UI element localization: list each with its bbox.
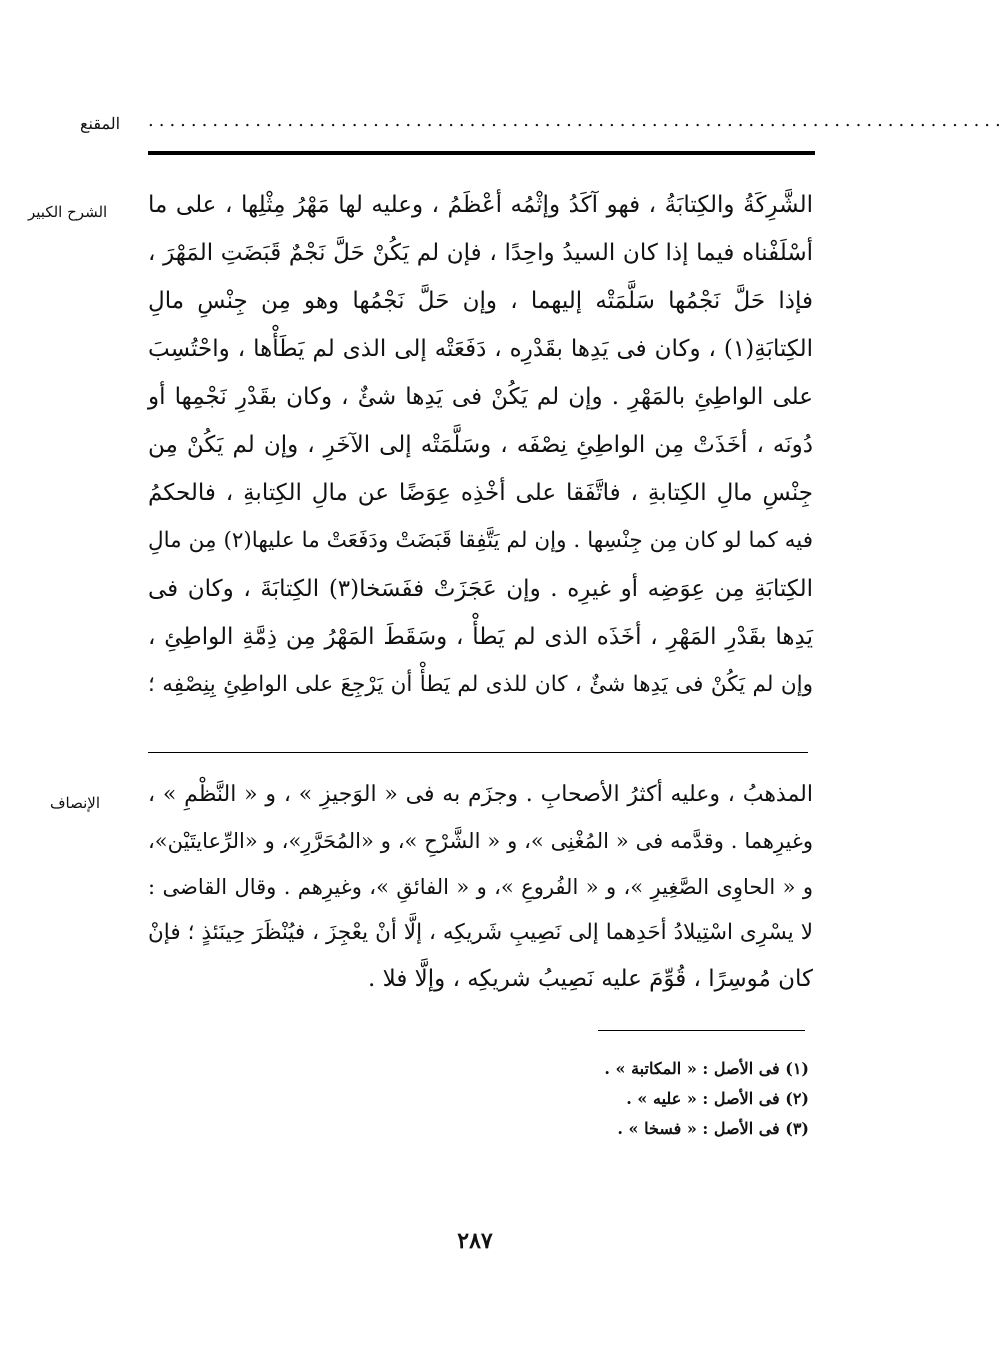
- footnote-1: (١) فى الأصل : « المكاتبة » .: [604, 1059, 809, 1078]
- page-number: ٢٨٧: [457, 1228, 493, 1254]
- footnote-rule: [598, 1030, 805, 1031]
- insaf-line: المذهبُ ، وعليه أكثرُ الأصحابِ . وجزَم به فى « الوَجيزِ » ، و « النَّظْمِ » ،: [148, 782, 813, 807]
- footnote-3: (٣) فى الأصل : « فسخا » .: [617, 1119, 809, 1138]
- side-label-sharh: الشرح الكبير: [28, 203, 108, 221]
- insaf-line: لا يسْرِى اسْتِيلادُ أحَدِهما إلى نَصِيبِ شَريكِه ، إلَّا أنْ يعْجِزَ ، فيُنْظَرَ حِينَئذٍ ؛ فإنْ: [148, 920, 813, 945]
- side-label-insaf: الإنصاف: [50, 794, 101, 812]
- sharh-line: فيه كما لو كان مِن جِنْسِها . وإن لم يَتَّفِقا قَبَضَتْ ودَفَعَتْ ما عليها(٢) مِن مالِ: [148, 528, 813, 553]
- sharh-line: يَدِها بقَدْرِ المَهْرِ ، أخَذَه الذى لم يَطأْ ، وسَقَطَ المَهْرُ مِن ذِمَّةِ الواطِئِ ،: [148, 624, 813, 650]
- sharh-line: على الواطِئِ بالمَهْرِ . وإن لم يَكُنْ فى يَدِها شئٌ ، وكان بقَدْرِ نَجْمِها أو: [148, 384, 813, 410]
- sharh-line: فإذا حَلَّ نَجْمُها سَلَّمَتْه إليهما ، وإن حَلَّ نَجْمُها وهو مِن جِنْسِ مالِ: [148, 288, 813, 314]
- sharh-line: الكِتابَةِ مِن عِوَضِه أو غيرِه . وإن عَجَزَتْ ففَسَخا(٣) الكِتابَةَ ، وكان فى: [148, 576, 814, 602]
- running-title: المقنع: [80, 114, 121, 133]
- footnotes: [509, 1054, 809, 1144]
- sharh-text-block: [148, 190, 813, 730]
- header-dot-leader: ................................................................................: [148, 110, 1006, 131]
- sharh-line: الكِتابَةِ(١) ، وكان فى يَدِها بقَدْرِه ، دَفَعَتْه إلى الذى لم يَطَأْها ، واحْتُسِبَ: [148, 336, 813, 362]
- insaf-line: وغيرِهما . وقدَّمه فى « المُغْنِى »، و « الشَّرْحِ »، و «المُحَرَّرِ»، و «الرِّعايتَيْن»،: [148, 829, 813, 853]
- sharh-line: الشَّرِكَةُ والكِتابَةُ ، فهو آكَدُ وإثْمُه أعْظَمُ ، وعليه لها مَهْرُ مِثْلِها ، على ما: [148, 192, 813, 218]
- sharh-line: دُونَه ، أخَذَتْ مِن الواطِئِ نِصْفَه ، وسَلَّمَتْه إلى الآخَرِ ، وإن لم يَكُنْ مِن: [148, 432, 813, 458]
- footnote-2: (٢) فى الأصل : « عليه » .: [626, 1089, 809, 1108]
- insaf-text-block: [148, 780, 813, 1000]
- sharh-line: جِنْسِ مالِ الكِتابةِ ، فاتَّفَقا على أخْذِه عِوَضًا عن مالِ الكِتابةِ ، فالحكمُ: [148, 480, 813, 506]
- sharh-line: وإن لم يَكُنْ فى يَدِها شئٌ ، كان للذى لم يَطأْ أن يَرْجِعَ على الواطِئِ بِنِصْفِه ؛: [148, 672, 813, 697]
- insaf-line: كان مُوسِرًا ، قُوِّمَ عليه نَصِيبُ شريكِه ، وإلَّا فلا .: [368, 966, 813, 992]
- header-rule: [148, 151, 815, 155]
- sharh-line: أسْلَفْناه فيما إذا كان السيدُ واحِدًا ، فإن لم يَكُنْ حَلَّ نَجْمٌ قَبَضَتِ المَهْرَ ،: [148, 240, 813, 266]
- insaf-line: و « الحاوِى الصَّغِيرِ »، و « الفُروعِ »، و « الفائقِ »، وغيرِهم . وقال القاضى :: [148, 875, 813, 899]
- section-divider: [148, 752, 808, 753]
